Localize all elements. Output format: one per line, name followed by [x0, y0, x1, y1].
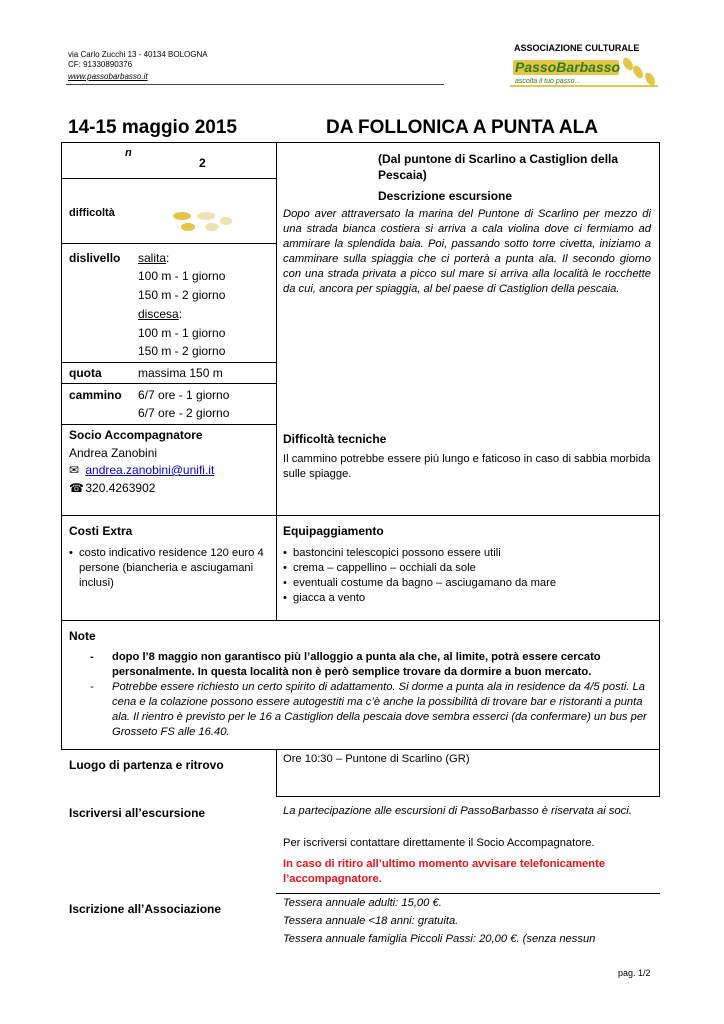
excursion-title: DA FOLLONICA A PUNTA ALA	[326, 117, 598, 138]
excursion-subtitle: (Dal puntone di Scarlino a Castiglion della Pescaia)	[378, 152, 619, 182]
difficolta-tecniche-text: Il cammino potrebbe essere più lungo e faticoso in caso di sabbia morbida sulle spiagge.	[283, 453, 651, 480]
header-address: via Carlo Zucchi 13 - 40134 BOLOGNA	[68, 50, 208, 59]
iscriversi-text2: Per iscriversi contattare direttamente il Socio Accompagnatore.	[283, 837, 595, 849]
cammino-day2: 6/7 ore - 2 giorno	[138, 406, 230, 420]
socio-name: Andrea Zanobini	[69, 446, 158, 460]
note-item-2: - Potrebbe essere richiesto un certo spirito di adattamento. Si dorme a punta ala in residence da 4/5 posti. La cena e la colazione possono essere autogestiti ma c’è anche la possibilità di trovare bar e ristoranti a punta ala. Il rientro è previsto per le 16 a Castiglion della pescaia dove sembra esserci (da confermare) un bus per Grosseto FS alle 16.40.	[88, 680, 654, 740]
equipaggiamento-heading: Equipaggiamento	[283, 524, 384, 538]
socio-label: Socio Accompagnatore	[69, 428, 203, 442]
iscrizione-line3: Tessera annuale famiglia Piccoli Passi: 20,00 €. (senza nessun	[283, 933, 596, 945]
salita-day2: 150 m - 2 giorno	[138, 288, 226, 302]
envelope-icon: ✉	[69, 463, 80, 477]
logo	[510, 54, 660, 88]
number-value: 2	[199, 156, 206, 170]
iscriversi-label: Iscriversi all’escursione	[69, 806, 206, 820]
page-number: pag. 1/2	[618, 968, 651, 978]
iscriversi-warning: In caso di ritiro all’ultimo momento avvisare telefonicamente l’accompagnatore.	[283, 858, 606, 885]
list-item: • crema – cappellino – occhiali da sole	[283, 561, 653, 576]
list-item: • bastoncini telescopici possono essere utili	[283, 546, 653, 561]
socio-email-link[interactable]: andrea.zanobini@unifi.it	[85, 463, 215, 477]
cammino-label: cammino	[69, 388, 122, 402]
list-item: • costo indicativo residence 120 euro 4 persone (biancheria e asciugamani inclusi)	[69, 546, 269, 591]
quota-label: quota	[69, 366, 102, 380]
discesa-day2: 150 m - 2 giorno	[138, 344, 226, 358]
descrizione-text: Dopo aver attraversato la marina del Puntone di Scarlino per mezzo di una strada bianca costiera si arriva a cala violina dove ci fermiamo ad ammirare la splendida baia. Poi, passando sotto torre civetta, iniziamo a camminare sulla spiaggia che ci porterà a punta ala. Il secondo giorno con una strada privata a picco sul mare si arriva alla località le rocchette da cui, ancora per spiaggia, al bel paese di Castiglion della pescaia.	[283, 208, 651, 295]
iscrizione-line2: Tessera annuale <18 anni: gratuita.	[283, 915, 459, 927]
salita-label: salita	[138, 251, 167, 265]
header-cf: CF: 91330890376	[68, 60, 133, 69]
excursion-date: 14-15 maggio 2015	[68, 117, 237, 138]
iscriversi-text1: La partecipazione alle escursioni di PassoBarbasso è riservata ai soci.	[283, 805, 632, 817]
note-item-1: - dopo l’8 maggio non garantisco più l’alloggio a punta ala che, al limite, potrà essere cercato personalmente. In questa località non è però semplice trovare da dormire a buon mercato.	[88, 650, 654, 680]
list-item: • giacca a vento	[283, 591, 653, 606]
luogo-value: Ore 10:30 – Puntone di Scarlino (GR)	[283, 753, 470, 765]
costi-list	[69, 546, 269, 591]
discesa-day1: 100 m - 1 giorno	[138, 326, 226, 340]
luogo-label: Luogo di partenza e ritrovo	[69, 758, 224, 772]
note-heading: Note	[69, 629, 96, 643]
discesa-label: discesa	[138, 307, 179, 321]
difficulty-label: difficoltà	[69, 207, 115, 219]
list-item: • eventuali costume da bagno – asciugamano da mare	[283, 576, 653, 591]
dislivello-label: dislivello	[69, 251, 121, 265]
number-label: n	[125, 147, 132, 159]
difficolta-tecniche-heading: Difficoltà tecniche	[283, 432, 387, 446]
svg-text:ascolta il tuo passo...: ascolta il tuo passo...	[515, 78, 581, 85]
salita-day1: 100 m - 1 giorno	[138, 269, 226, 283]
socio-phone: 320.4263902	[85, 481, 156, 495]
quota-value: massima 150 m	[138, 366, 223, 380]
difficulty-footprints-icon	[170, 208, 234, 236]
iscrizione-label: Iscrizione all’Associazione	[69, 902, 222, 916]
costi-heading: Costi Extra	[69, 524, 133, 538]
svg-text:PassoBarbasso: PassoBarbasso	[515, 59, 621, 75]
note-list	[88, 650, 654, 740]
cammino-day1: 6/7 ore - 1 giorno	[138, 388, 230, 402]
iscrizione-line1: Tessera annuale adulti: 15,00 €.	[283, 897, 442, 909]
phone-icon: ☎	[69, 481, 84, 495]
equipaggiamento-list	[283, 546, 653, 606]
descrizione-heading: Descrizione escursione	[378, 189, 513, 203]
association-label: ASSOCIAZIONE CULTURALE	[514, 43, 640, 53]
header-website-link[interactable]: www.passobarbasso.it	[68, 72, 148, 81]
